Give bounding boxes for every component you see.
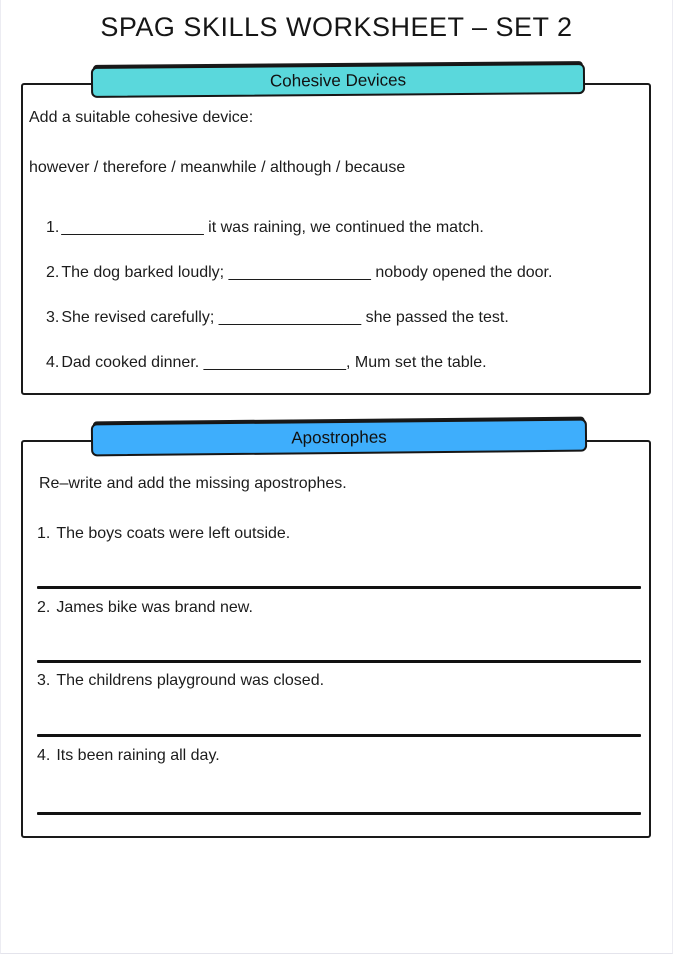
apostrophes-item-1 — [37, 525, 290, 543]
cohesive-word-bank: however / therefore / meanwhile / although / because — [29, 159, 406, 176]
apostrophes-item-2 — [37, 599, 253, 617]
item-text: James bike was brand new. — [56, 599, 253, 616]
item-number: 2. — [37, 599, 51, 616]
item-number: 4. — [46, 354, 60, 371]
section-banner-label: Apostrophes — [291, 427, 387, 447]
section-banner-label: Cohesive Devices — [269, 69, 407, 91]
cohesive-item-2 — [46, 264, 552, 282]
section-banner-cohesive-devices — [91, 63, 585, 98]
apostrophes-instruction: Re–write and add the missing apostrophes. — [39, 475, 347, 492]
apostrophes-box — [21, 440, 651, 838]
page-title: SPAG SKILLS WORKSHEET – SET 2 — [100, 12, 573, 42]
item-text: The boys coats were left outside. — [56, 525, 291, 542]
item-text: The childrens playground was closed. — [56, 672, 325, 689]
item-text: The dog barked loudly; ________________ nobody opened the door. — [61, 264, 553, 281]
apostrophes-item-3 — [37, 672, 324, 690]
item-number: 2. — [46, 264, 60, 281]
cohesive-item-1 — [46, 219, 484, 237]
answer-line-4 — [37, 812, 641, 815]
cohesive-instruction: Add a suitable cohesive device: — [29, 109, 254, 126]
item-number: 1. — [37, 525, 51, 542]
cohesive-devices-box — [21, 83, 651, 395]
item-text: Dad cooked dinner. ________________, Mum set the table. — [61, 354, 487, 371]
item-number: 3. — [37, 672, 51, 689]
apostrophes-item-4 — [37, 747, 220, 765]
item-number: 4. — [37, 747, 51, 764]
item-text: ________________ it was raining, we continued the match. — [61, 219, 484, 236]
item-number: 1. — [46, 219, 60, 236]
section-banner-apostrophes — [91, 419, 587, 457]
item-text: She revised carefully; ________________ she passed the test. — [61, 309, 509, 326]
answer-line-1 — [37, 586, 641, 589]
answer-line-2 — [37, 660, 641, 663]
answer-line-3 — [37, 734, 641, 737]
item-text: Its been raining all day. — [56, 747, 220, 764]
cohesive-item-3 — [46, 309, 509, 327]
item-number: 3. — [46, 309, 60, 326]
cohesive-item-4 — [46, 354, 487, 372]
